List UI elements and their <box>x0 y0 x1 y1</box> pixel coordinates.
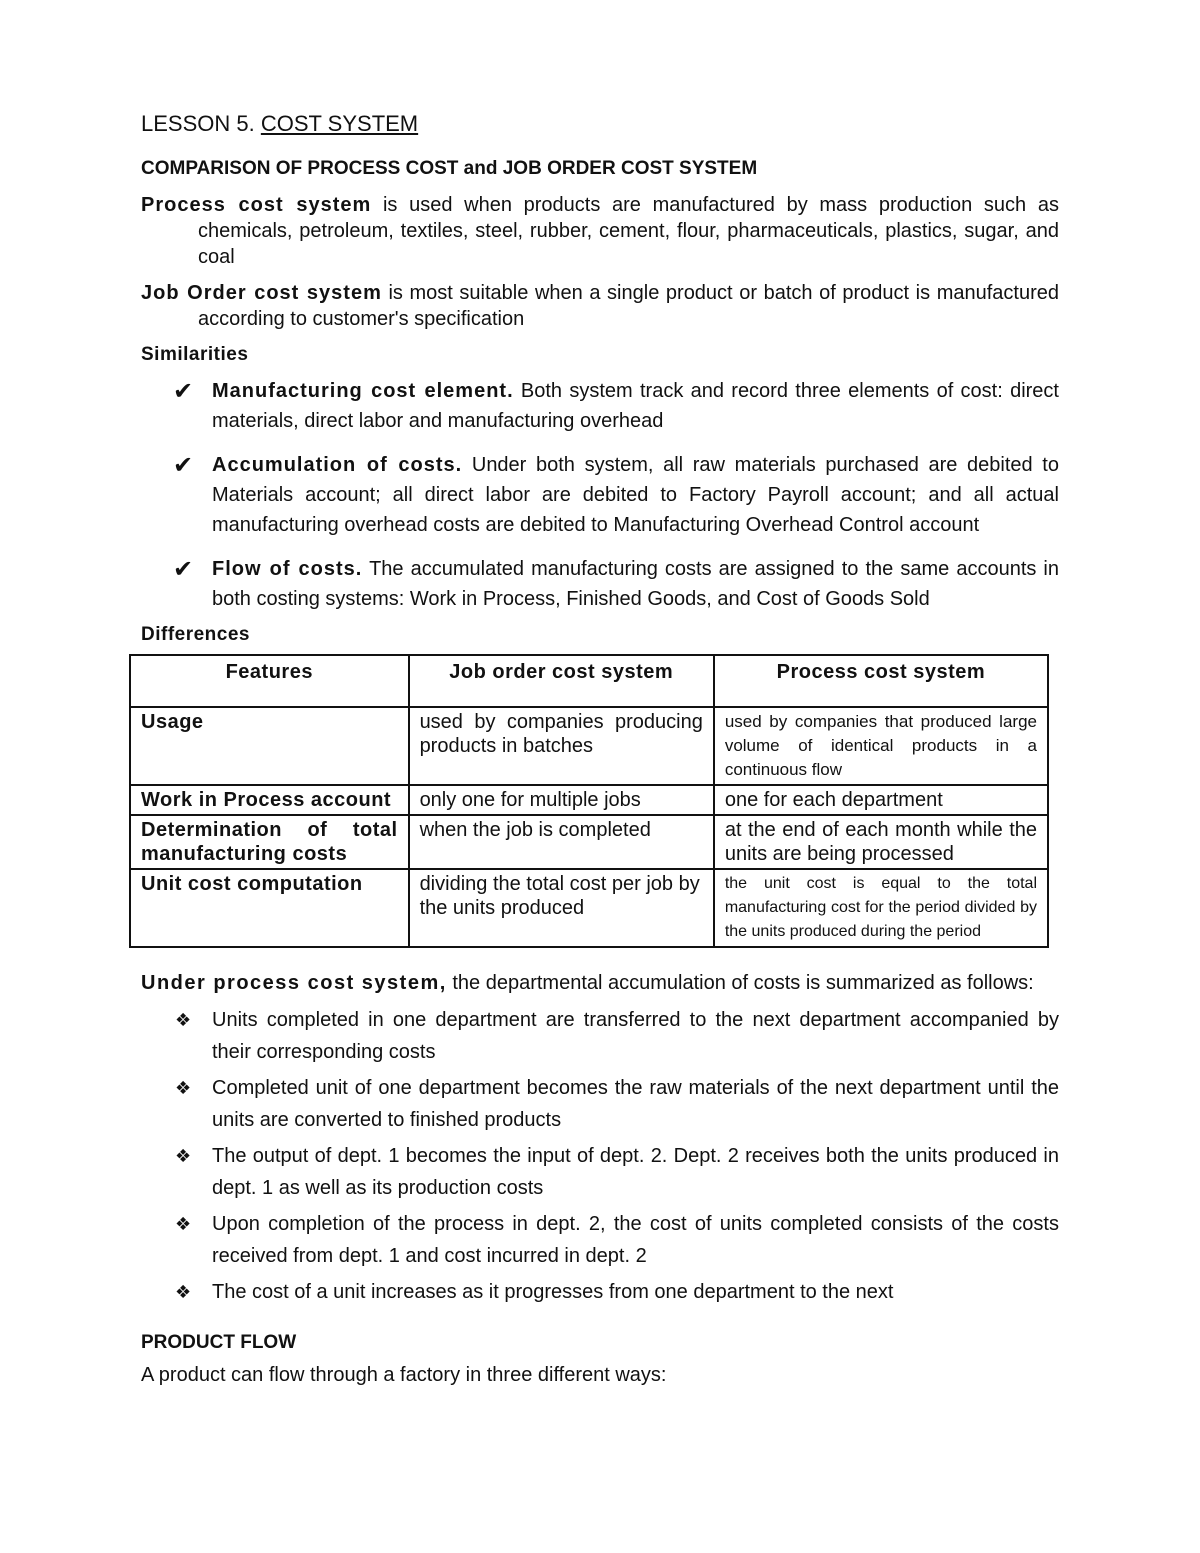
table-cell-process: used by companies that produced large volume of identical products in a continuous flow <box>714 707 1048 785</box>
definition-job-order-cost <box>141 280 1059 332</box>
similarity-term: Accumulation of costs. <box>212 454 463 476</box>
column-header: Process cost system <box>714 655 1048 707</box>
lesson-prefix: LESSON 5. <box>141 111 261 136</box>
definition-text: is used when products are manufactured by mass production such as chemicals, petroleum, textiles, steel, rubber, cement, flour, pharmaceuticals, plastics, sugar, and coal <box>198 194 1059 268</box>
diamond-bullet-icon: ❖ <box>175 1214 192 1235</box>
check-icon: ✔ <box>173 377 194 405</box>
table-cell-job-order: when the job is completed <box>409 815 714 869</box>
definition-text: is most suitable when a single product or batch of product is manufactured according to customer's specification <box>198 282 1059 330</box>
list-item-text: The output of dept. 1 becomes the input of dept. 2. Dept. 2 receives both the units produced in dept. 1 as well as its production costs <box>212 1145 1059 1199</box>
table-cell-process: the unit cost is equal to the total manufacturing cost for the period divided by the units produced during the period <box>714 869 1048 947</box>
similarity-item <box>141 554 1059 614</box>
diamond-bullet-icon: ❖ <box>175 1078 192 1099</box>
product-flow-heading: PRODUCT FLOW <box>141 1332 297 1353</box>
definition-process-cost <box>141 192 1059 270</box>
differences-table <box>129 654 1049 948</box>
under-process-text: the departmental accumulation of costs is summarized as follows: <box>446 972 1034 994</box>
table-row <box>130 869 1048 947</box>
definition-term: Process cost system <box>141 194 372 216</box>
similarity-term: Manufacturing cost element. <box>212 380 514 402</box>
diamond-bullet-icon: ❖ <box>175 1010 192 1031</box>
list-item-text: The cost of a unit increases as it progresses from one department to the next <box>212 1281 894 1303</box>
similarity-term: Flow of costs. <box>212 558 363 580</box>
similarities-heading: Similarities <box>141 344 249 365</box>
similarity-item <box>141 450 1059 540</box>
table-cell-process: at the end of each month while the units are being processed <box>714 815 1048 869</box>
document-page <box>141 110 1059 1388</box>
check-icon: ✔ <box>173 555 194 583</box>
table-cell-process: one for each department <box>714 785 1048 815</box>
column-header: Features <box>130 655 409 707</box>
list-item <box>141 1276 1059 1308</box>
table-cell-feature: Determination of total manufacturing costs <box>130 815 409 869</box>
similarity-text: Under both system, all raw materials purchased are debited to Materials account; all direct labor are debited to Factory Payroll account; and all actual manufacturing overhead costs are debited to Manufacturing Overhead Control account <box>212 454 1059 536</box>
table-cell-job-order: only one for multiple jobs <box>409 785 714 815</box>
product-flow-text: A product can flow through a factory in three different ways: <box>141 1364 667 1386</box>
table-cell-feature: Unit cost computation <box>130 869 409 947</box>
similarity-text: The accumulated manufacturing costs are assigned to the same accounts in both costing systems: Work in Process, Finished Goods, and Cost of Goods Sold <box>212 558 1060 610</box>
similarity-item <box>141 376 1059 436</box>
list-item <box>141 1140 1059 1204</box>
table-cell-job-order: dividing the total cost per job by the units produced <box>409 869 714 947</box>
table-cell-job-order: used by companies producing products in batches <box>409 707 714 785</box>
list-item-text: Units completed in one department are transferred to the next department accompanied by their corresponding costs <box>212 1009 1059 1063</box>
lesson-topic: COST SYSTEM <box>260 111 419 136</box>
list-item <box>141 1208 1059 1272</box>
check-icon: ✔ <box>173 451 194 479</box>
under-process-paragraph <box>141 970 1059 996</box>
column-header: Job order cost system <box>409 655 714 707</box>
list-item <box>141 1004 1059 1068</box>
table-header-row <box>130 655 1048 707</box>
table-row <box>130 815 1048 869</box>
similarity-text: Both system track and record three elements of cost: direct materials, direct labor and manufacturing overhead <box>212 380 1059 432</box>
lesson-title <box>141 110 1059 138</box>
table-cell-feature: Usage <box>130 707 409 785</box>
table-cell-feature: Work in Process account <box>130 785 409 815</box>
list-item <box>141 1072 1059 1136</box>
diamond-bullet-icon: ❖ <box>175 1282 192 1303</box>
list-item-text: Upon completion of the process in dept. 2, the cost of units completed consists of the costs received from dept. 1 and cost incurred in dept. 2 <box>212 1213 1059 1267</box>
differences-heading: Differences <box>141 624 250 645</box>
under-process-term: Under process cost system, <box>141 972 447 994</box>
table-row <box>130 707 1048 785</box>
table-row <box>130 785 1048 815</box>
list-item-text: Completed unit of one department becomes the raw materials of the next department until the units are converted to finished products <box>212 1077 1059 1131</box>
comparison-heading: COMPARISON OF PROCESS COST and JOB ORDER COST SYSTEM <box>141 158 758 179</box>
diamond-bullet-icon: ❖ <box>175 1146 192 1167</box>
definition-term: Job Order cost system <box>141 282 382 304</box>
